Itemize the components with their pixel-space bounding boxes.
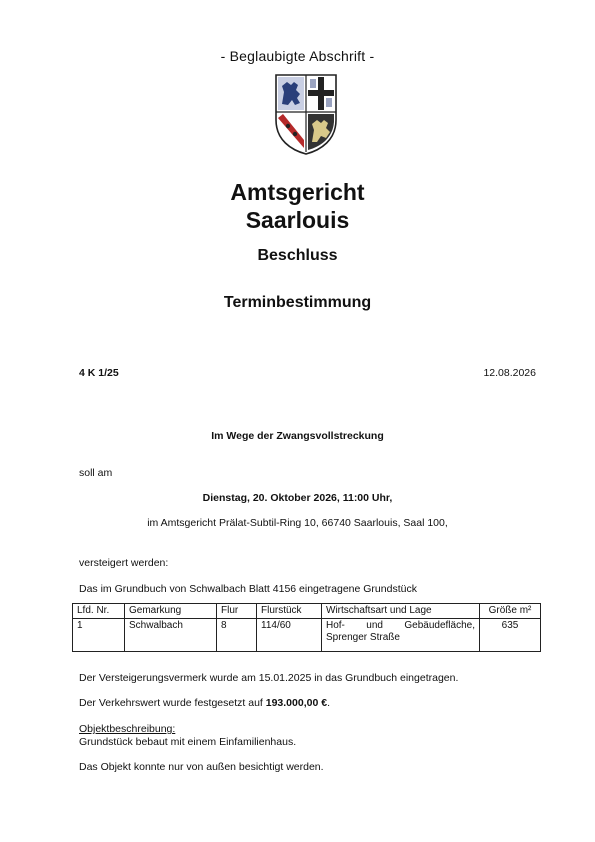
market-value-prefix: Der Verkehrswert wurde festgesetzt auf: [79, 697, 266, 709]
inspection-note: Das Objekt konnte nur von außen besichtigt werden.: [79, 761, 324, 773]
land-registry-text: Das im Grundbuch von Schwalbach Blatt 4156 eingetragene Grundstück: [79, 583, 417, 595]
table-row: [73, 619, 541, 652]
auction-statement: versteigert werden:: [79, 557, 169, 569]
col-header-flur: Flur: [217, 604, 257, 619]
market-value-note: [79, 697, 330, 709]
cell-lfd-nr: 1: [73, 619, 125, 652]
court-name-line1: Amtsgericht: [230, 179, 365, 205]
soll-am-text: soll am: [79, 467, 113, 479]
property-table: [72, 603, 541, 652]
auction-datetime: Dienstag, 20. Oktober 2026, 11:00 Uhr,: [202, 492, 393, 504]
certified-copy-label: - Beglaubigte Abschrift -: [220, 48, 375, 64]
col-header-wirtschaftsart: Wirtschaftsart und Lage: [322, 604, 480, 619]
table-header-row: [73, 604, 541, 619]
document-type-title: Terminbestimmung: [223, 294, 372, 311]
market-value-amount: 193.000,00 €: [265, 697, 328, 709]
object-description-text: Grundstück bebaut mit einem Einfamilienhaus.: [79, 736, 297, 748]
decision-title: Beschluss: [257, 247, 338, 264]
cell-gemarkung: Schwalbach: [125, 619, 217, 652]
court-name-line2: Saarlouis: [245, 207, 350, 233]
enforcement-heading: Im Wege der Zwangsvollstreckung: [211, 430, 384, 442]
col-header-groesse: Größe m²: [480, 604, 541, 619]
court-name: [0, 178, 595, 234]
registration-note: Der Versteigerungsvermerk wurde am 15.01.2025 in das Grundbuch eingetragen.: [79, 672, 459, 684]
col-header-flurstueck: Flurstück: [257, 604, 322, 619]
col-header-lfd-nr: Lfd. Nr.: [73, 604, 125, 619]
auction-location: im Amtsgericht Prälat-Subtil-Ring 10, 66740 Saarlouis, Saal 100,: [147, 517, 448, 529]
cell-wirtschaftsart: Hof- und Gebäudefläche, Sprenger Straße: [322, 619, 480, 652]
col-header-gemarkung: Gemarkung: [125, 604, 217, 619]
market-value-suffix: .: [327, 697, 330, 709]
cell-flurstueck: 114/60: [257, 619, 322, 652]
cell-flur: 8: [217, 619, 257, 652]
case-number: 4 K 1/25: [79, 367, 119, 379]
object-description-heading: Objektbeschreibung:: [79, 723, 176, 735]
cell-groesse: 635: [480, 619, 541, 652]
document-date: 12.08.2026: [483, 367, 536, 379]
saarland-coat-of-arms-icon: [273, 72, 339, 156]
